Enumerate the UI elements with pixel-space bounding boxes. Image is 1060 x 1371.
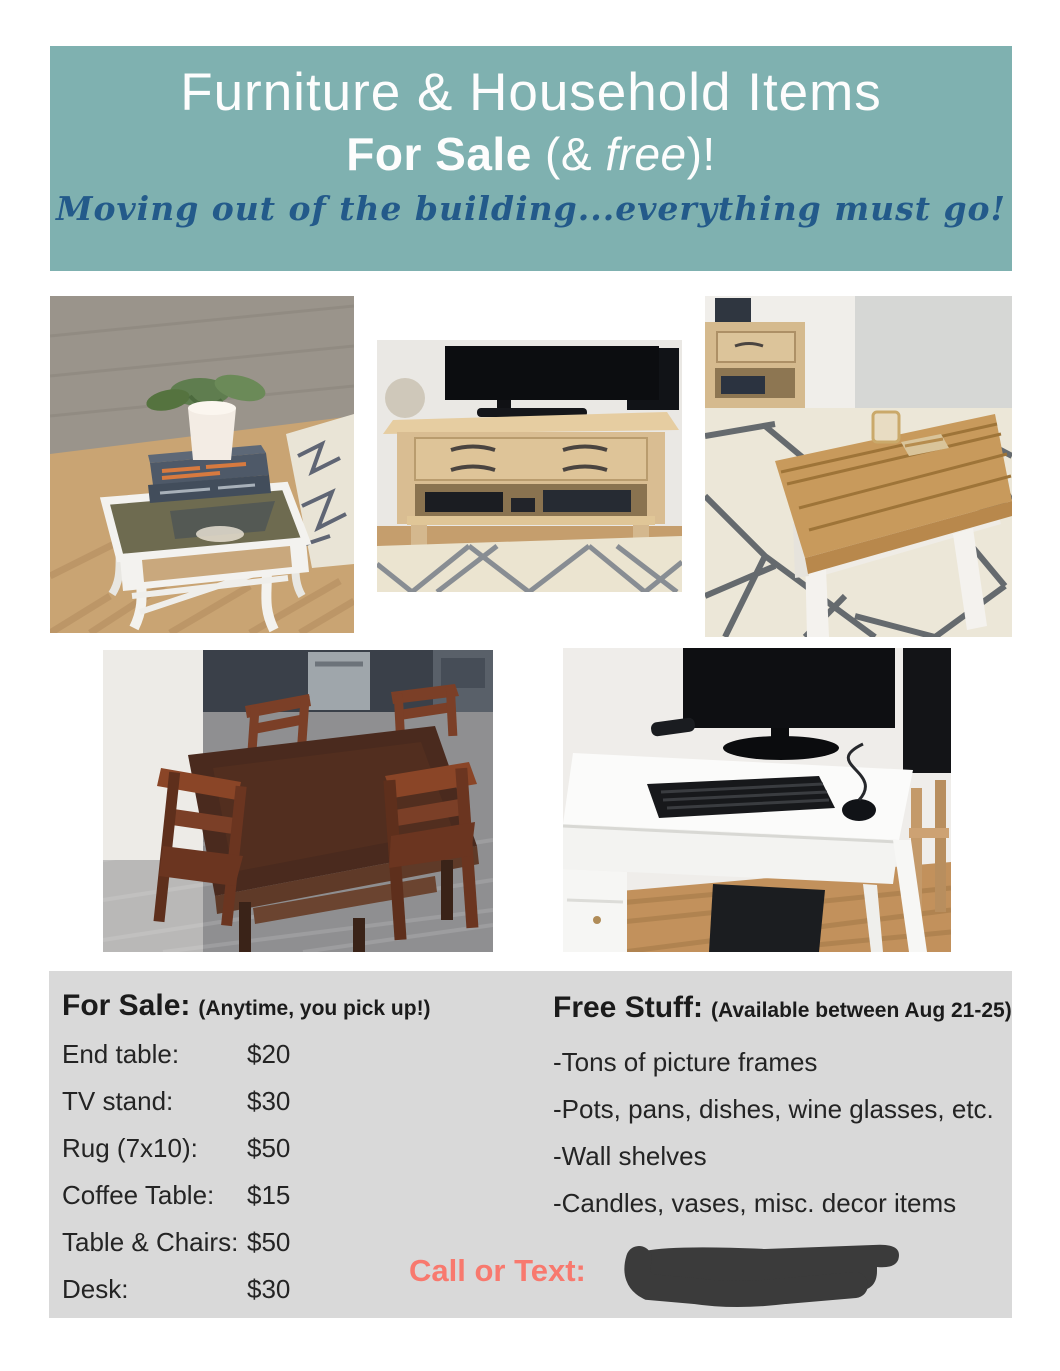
flyer-title: Furniture & Household Items (180, 63, 882, 122)
sale-row-rug (62, 1133, 442, 1164)
photo-dining-table (103, 650, 493, 952)
photo-end-table (50, 296, 354, 633)
subtitle-mid: (& (531, 128, 606, 180)
flyer-subtitle (50, 127, 1012, 181)
sale-item-price: $30 (247, 1086, 291, 1116)
photo-desk (563, 648, 951, 952)
sale-row-table-chairs (62, 1227, 442, 1258)
subtitle-end: )! (686, 128, 716, 180)
sale-item-label: Table & Chairs: (62, 1227, 239, 1257)
photo-tv-stand (377, 340, 682, 592)
info-panel (49, 971, 1012, 1318)
sale-item-label: End table: (62, 1039, 180, 1069)
free-item-pots-pans: -Pots, pans, dishes, wine glasses, etc. (553, 1094, 994, 1124)
for-sale-heading (62, 989, 431, 1023)
free-item-wall-shelves: -Wall shelves (553, 1141, 707, 1171)
subtitle-free: free (605, 128, 687, 180)
sale-item-label: Coffee Table: (62, 1180, 215, 1210)
banner (50, 46, 1012, 271)
free-stuff-heading (553, 991, 1012, 1025)
flyer-tagline: Moving out of the building...everything must go! (55, 189, 1007, 228)
sale-item-price: $50 (247, 1227, 291, 1257)
free-stuff-heading-text: Free Stuff: (553, 991, 703, 1024)
sale-item-label: Desk: (62, 1274, 129, 1304)
for-sale-heading-note: (Anytime, you pick up!) (198, 997, 431, 1020)
sale-item-price: $30 (247, 1274, 291, 1304)
sale-item-label: TV stand: (62, 1086, 174, 1116)
sale-item-price: $15 (247, 1180, 291, 1210)
redacted-phone-number (615, 1239, 907, 1311)
sale-item-label: Rug (7x10): (62, 1133, 198, 1163)
for-sale-heading-text: For Sale: (62, 989, 191, 1022)
subtitle-bold: For Sale (346, 128, 532, 180)
sale-row-end-table (62, 1039, 442, 1070)
free-item-picture-frames: -Tons of picture frames (553, 1047, 818, 1077)
sale-row-desk (62, 1274, 442, 1305)
call-or-text-label: Call or Text: (409, 1253, 586, 1288)
sale-row-tv-stand (62, 1086, 442, 1117)
free-stuff-heading-note: (Available between Aug 21-25) (711, 999, 1012, 1022)
sale-item-price: $50 (247, 1133, 291, 1163)
sale-item-price: $20 (247, 1039, 291, 1069)
free-item-candles: -Candles, vases, misc. decor items (553, 1188, 957, 1218)
sale-row-coffee-table (62, 1180, 442, 1211)
photo-coffee-table (705, 296, 1012, 637)
